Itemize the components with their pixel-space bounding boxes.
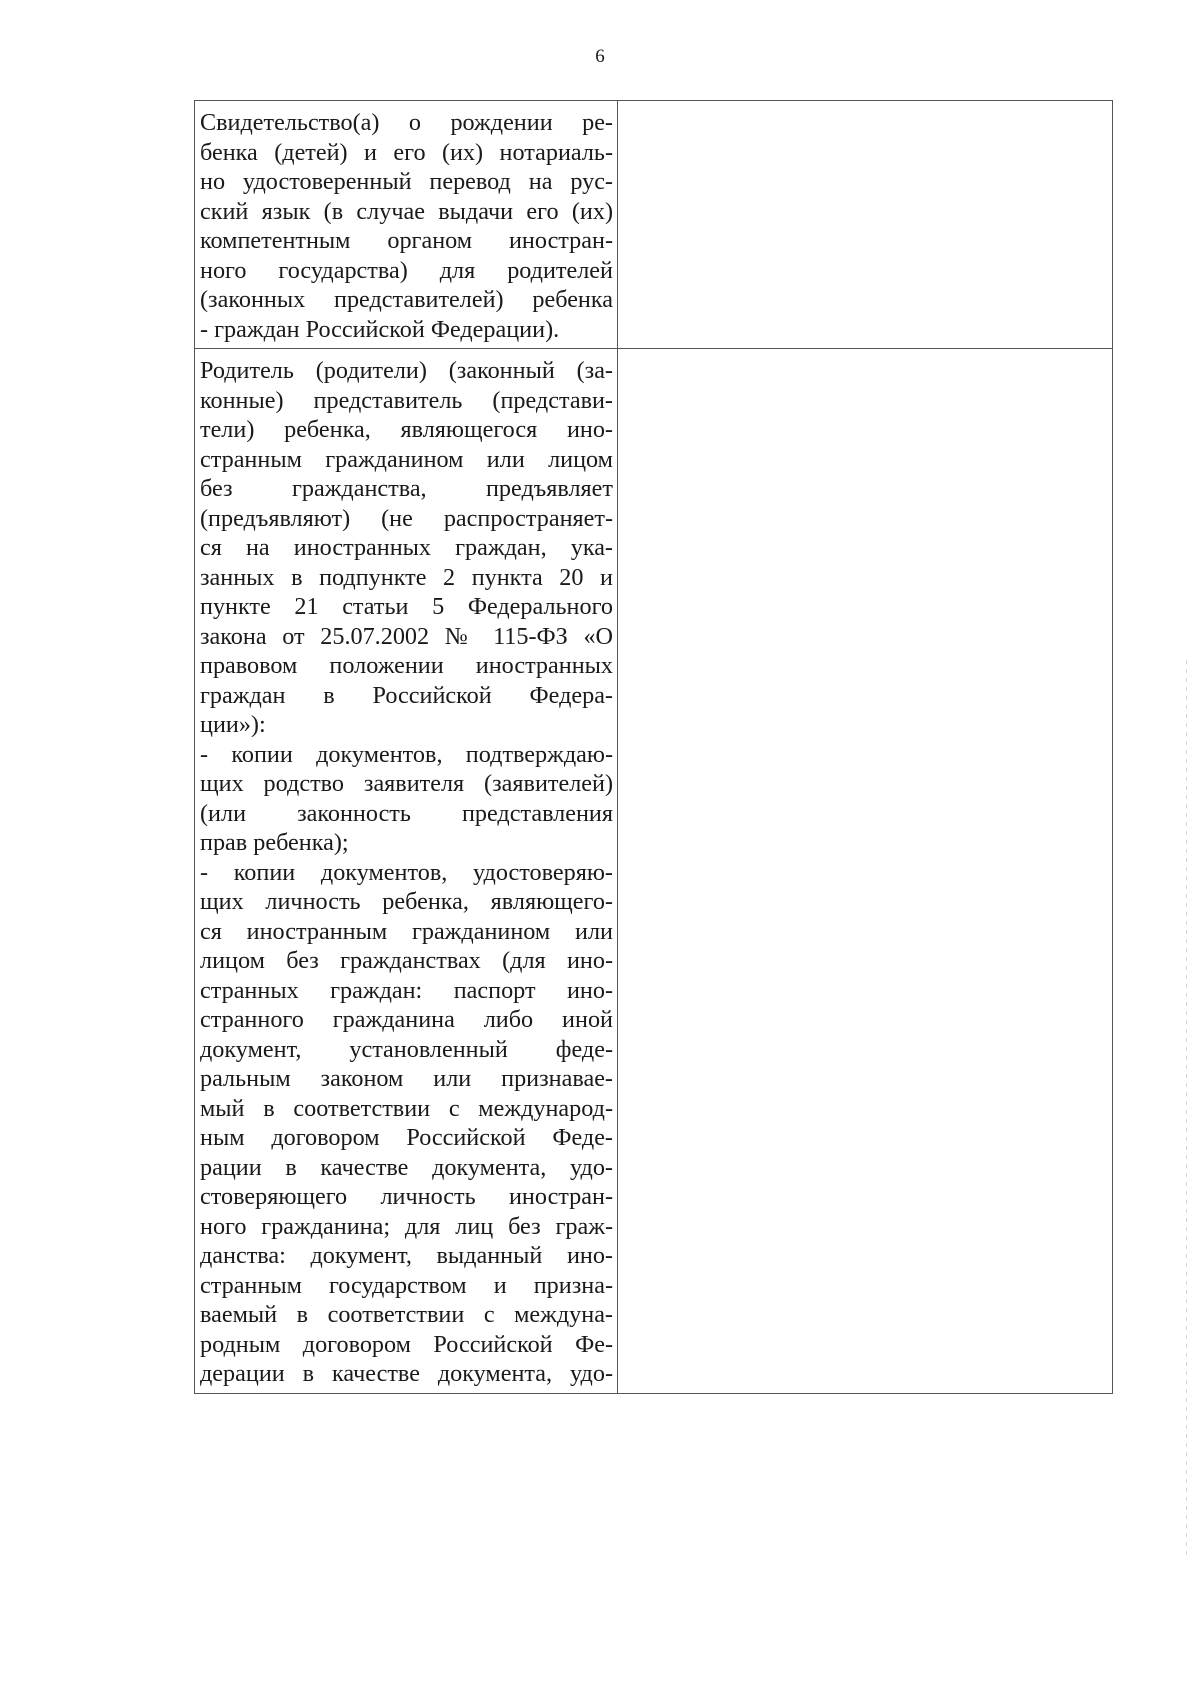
- cell-text: [195, 101, 617, 348]
- text-line: бенка (детей) и его (их) нотариаль-: [200, 138, 613, 166]
- table-row: [195, 349, 1113, 1394]
- text-line: ным договором Российской Феде-: [200, 1124, 613, 1151]
- text-line: (законных представителей) ребенка: [200, 286, 613, 313]
- document-table: [194, 100, 1113, 1394]
- text-line: без гражданства, предъявляет: [200, 475, 613, 502]
- text-line: тели) ребенка, являющегося ино-: [200, 416, 613, 443]
- text-line: щих родство заявителя (заявителей): [200, 770, 613, 797]
- text-line: странных граждан: паспорт ино-: [200, 976, 613, 1004]
- scan-artifact-edge: [1186, 660, 1187, 1560]
- text-line: ский язык (в случае выдачи его (их): [200, 197, 613, 225]
- text-line: ваемый в соответствии с междуна-: [200, 1301, 613, 1328]
- text-line: ции»):: [200, 711, 266, 738]
- cell-text: [195, 349, 617, 1393]
- text-line: - копии документов, удостоверяю-: [200, 858, 613, 886]
- text-line: родным договором Российской Фе-: [200, 1330, 613, 1358]
- text-line: пункте 21 статьи 5 Федерального: [200, 593, 613, 620]
- text-line: компетентным органом иностран-: [200, 227, 613, 254]
- text-line: занных в подпункте 2 пункта 20 и: [200, 563, 613, 591]
- text-line: прав ребенка);: [200, 829, 349, 856]
- text-line: странным государством и призна-: [200, 1271, 613, 1299]
- text-line: странного гражданина либо иной: [200, 1006, 613, 1033]
- table-cell-right: [618, 101, 1113, 349]
- text-line: стоверяющего личность иностран-: [200, 1183, 613, 1210]
- text-line: (предъявляют) (не распространяет-: [200, 504, 613, 532]
- cell-text-empty: [618, 101, 1112, 112]
- text-line: странным гражданином или лицом: [200, 445, 613, 473]
- text-line: Свидетельство(а) о рождении ре-: [200, 109, 613, 136]
- text-line: - граждан Российской Федерации).: [200, 315, 560, 343]
- text-line: но удостоверенный перевод на рус-: [200, 168, 613, 195]
- table-row: [195, 101, 1113, 349]
- text-line: ся на иностранных граждан, ука-: [200, 534, 613, 561]
- table-cell-left: [195, 349, 618, 1394]
- text-line: документ, установленный феде-: [200, 1035, 613, 1063]
- text-line: ного государства) для родителей: [200, 256, 613, 284]
- text-line: правовом положении иностранных: [200, 652, 613, 679]
- text-line: ного гражданина; для лиц без граж-: [200, 1212, 613, 1240]
- text-line: лицом без гражданствах (для ино-: [200, 947, 613, 974]
- cell-text-empty: [618, 349, 1112, 360]
- page-number: 6: [595, 46, 605, 67]
- table-cell-right: [618, 349, 1113, 1394]
- text-line: ральным законом или признавае-: [200, 1065, 613, 1092]
- text-line: ся иностранным гражданином или: [200, 917, 613, 945]
- text-line: рации в качестве документа, удо-: [200, 1153, 613, 1181]
- text-line: щих личность ребенка, являющего-: [200, 888, 613, 915]
- text-line: мый в соответствии с международ-: [200, 1094, 613, 1122]
- text-line: Родитель (родители) (законный (за-: [200, 357, 613, 384]
- text-line: (или законность представления: [200, 799, 613, 827]
- text-line: данства: документ, выданный ино-: [200, 1242, 613, 1269]
- text-line: - копии документов, подтверждаю-: [200, 740, 613, 768]
- text-line: граждан в Российской Федера-: [200, 681, 613, 709]
- text-line: дерации в качестве документа, удо-: [200, 1360, 613, 1387]
- text-line: конные) представитель (представи-: [200, 386, 613, 414]
- text-line: закона от 25.07.2002 № 115-ФЗ «О: [200, 622, 613, 650]
- table-cell-left: [195, 101, 618, 349]
